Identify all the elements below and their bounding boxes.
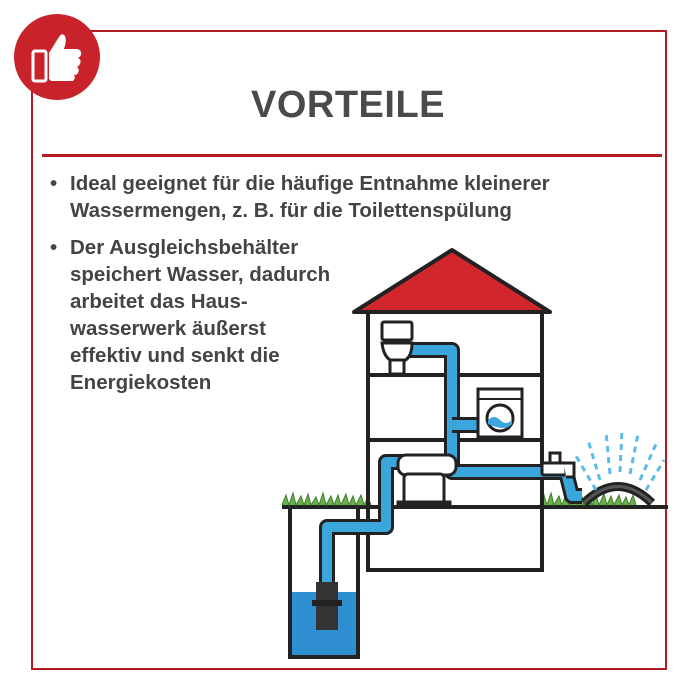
bullet-line: effektiv und senkt die bbox=[70, 344, 280, 367]
bullet-line: Energiekosten bbox=[70, 371, 212, 394]
bullet-line: Der Ausgleichsbehälter bbox=[70, 236, 299, 259]
bullet-line: wasserwerk äußerst bbox=[70, 317, 267, 340]
pump-icon bbox=[398, 455, 456, 507]
bullet-line: Wassermengen, z. B. für die Toilettenspülung bbox=[70, 199, 512, 222]
faucet-icon bbox=[542, 453, 574, 477]
bullet-marker: • bbox=[50, 172, 58, 195]
bullet-line: arbeitet das Haus- bbox=[70, 290, 248, 313]
sprinkler-icon bbox=[576, 430, 664, 503]
roof bbox=[354, 250, 550, 312]
ground bbox=[282, 493, 668, 507]
washing-machine-icon bbox=[478, 389, 522, 437]
page-title: VORTEILE bbox=[250, 84, 446, 126]
bullet-line: Ideal geeignet für die häufige Entnahme kleinerer bbox=[70, 172, 550, 195]
bullet-marker: • bbox=[50, 236, 58, 259]
toilet-icon bbox=[382, 322, 412, 374]
bullet-line: speichert Wasser, dadurch bbox=[70, 263, 331, 286]
